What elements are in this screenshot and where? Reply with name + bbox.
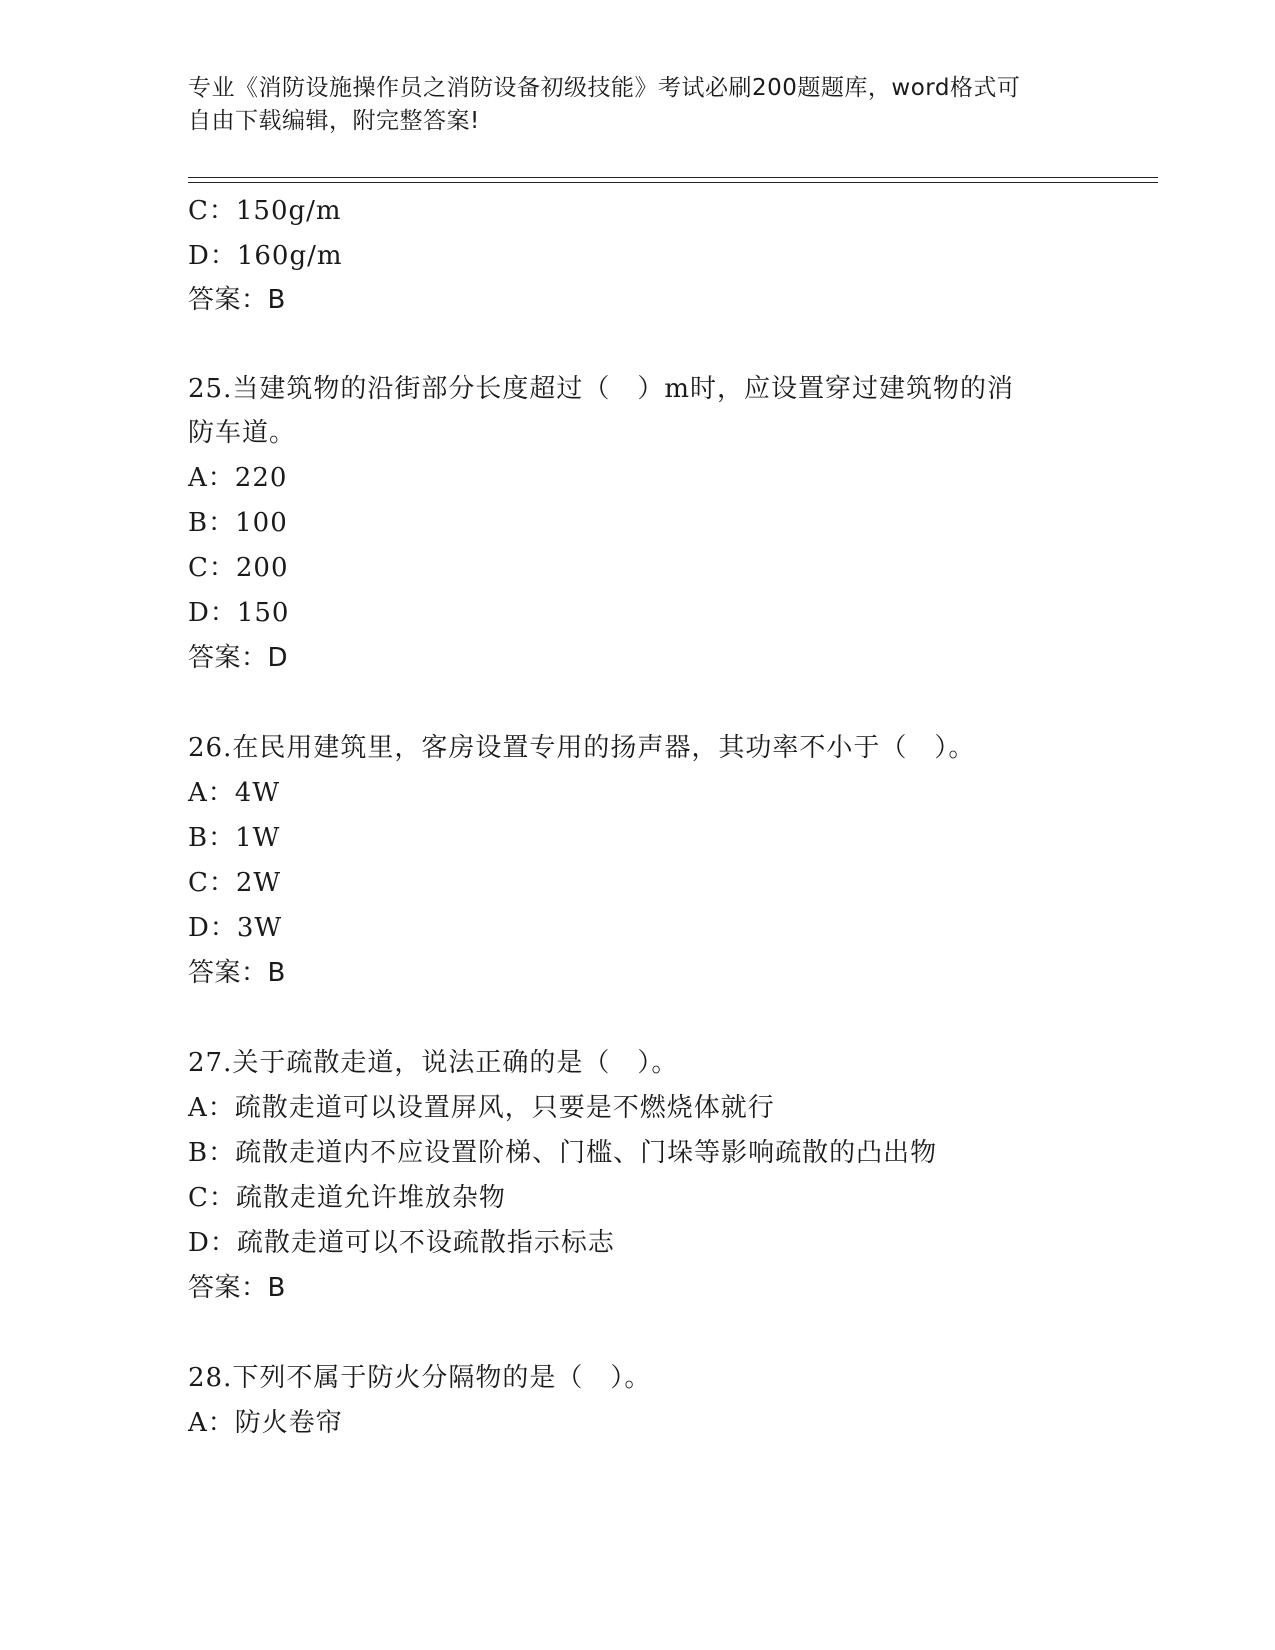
q26-option-d: D：3W [188, 913, 283, 943]
q26-option-a: A：4W [188, 778, 281, 808]
q27-option-b: B：疏散走道内不应设置阶梯、门槛、门垛等影响疏散的凸出物 [188, 1138, 938, 1168]
q27-answer: 答案：B [188, 1273, 286, 1303]
q26-question: 26.在民用建筑里，客房设置专用的扬声器，其功率不小于（ ）。 [188, 733, 976, 763]
q28-option-a: A：防火卷帘 [188, 1408, 343, 1438]
header-divider-bottom [188, 182, 1158, 183]
q27-option-a: A：疏散走道可以设置屏风，只要是不燃烧体就行 [188, 1093, 775, 1123]
q25-option-c: C：200 [188, 553, 289, 583]
header-divider-top [188, 177, 1158, 178]
q26-option-c: C：2W [188, 868, 282, 898]
q26-answer: 答案：B [188, 958, 286, 988]
header-line-1: 专业《消防设施操作员之消防设备初级技能》考试必刷200题题库，word格式可 [188, 75, 1021, 101]
q27-question: 27.关于疏散走道，说法正确的是（ ）。 [188, 1048, 679, 1078]
q26-option-b: B：1W [188, 823, 281, 853]
header-line-2: 自由下载编辑，附完整答案! [188, 108, 480, 134]
q25-option-d: D：150 [188, 598, 290, 628]
q24-option-c: C：150g/m [188, 196, 342, 226]
q25-question-line-1: 25.当建筑物的沿街部分长度超过（ ）m时，应设置穿过建筑物的消 [188, 374, 1015, 404]
q25-question-line-2: 防车道。 [188, 418, 297, 448]
q28-question: 28.下列不属于防火分隔物的是（ ）。 [188, 1363, 652, 1393]
q27-option-d: D：疏散走道可以不设疏散指示标志 [188, 1228, 615, 1258]
q27-option-c: C：疏散走道允许堆放杂物 [188, 1183, 506, 1213]
q24-answer: 答案：B [188, 285, 286, 315]
document-header [188, 72, 1068, 138]
q24-option-d: D：160g/m [188, 241, 343, 271]
q25-option-b: B：100 [188, 508, 288, 538]
q25-answer: 答案：D [188, 643, 289, 673]
q25-option-a: A：220 [188, 463, 288, 493]
